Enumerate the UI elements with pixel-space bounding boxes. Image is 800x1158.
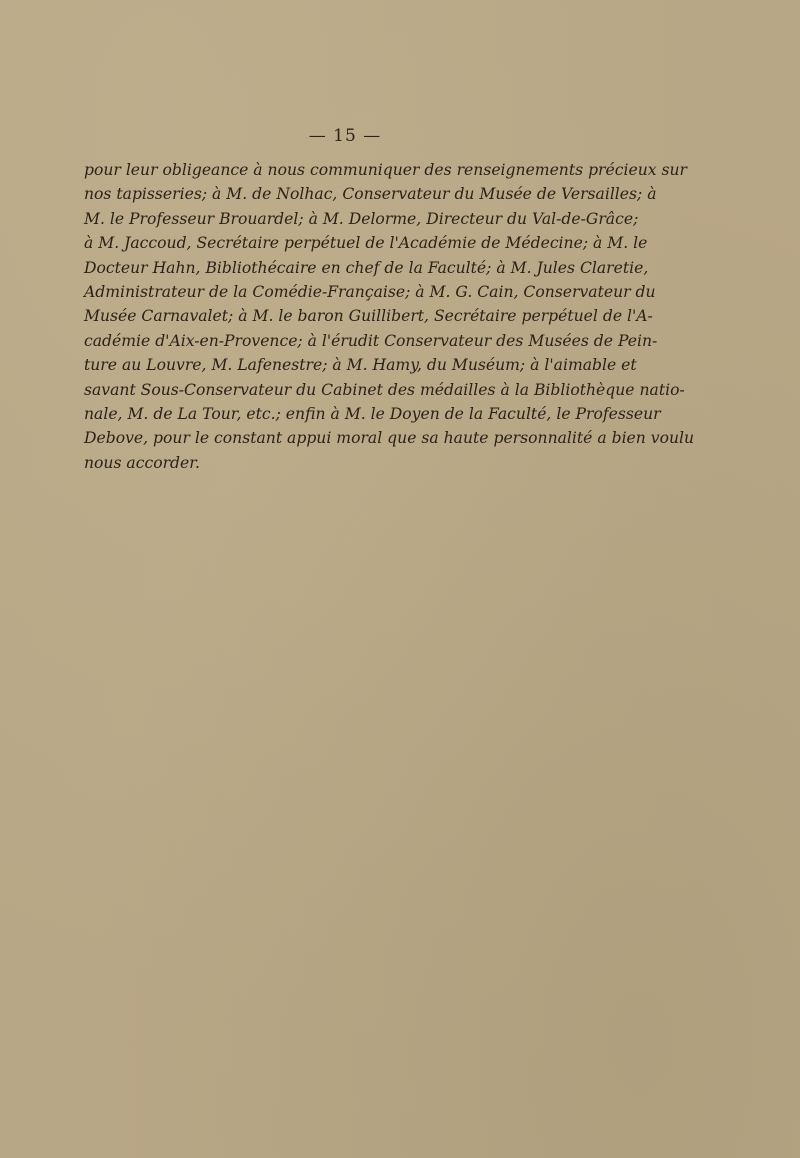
text-line: savant Sous-Conservateur du Cabinet des médailles à la Bibliothèque natio- xyxy=(84,380,685,399)
text-line: Musée Carnavalet; à M. le baron Guillibert, Secrétaire perpétuel de l'A- xyxy=(84,307,653,326)
text-line: Debove, pour le constant appui moral que sa haute personnalité a bien voulu xyxy=(84,429,695,448)
text-line: Administrateur de la Comédie-Française; à M. G. Cain, Conservateur du xyxy=(84,282,656,301)
text-line: nous accorder. xyxy=(84,453,200,472)
text-line: M. le Professeur Brouardel; à M. Delorme, Directeur du Val-de-Grâce; xyxy=(84,209,639,228)
text-line: nos tapisseries; à M. de Nolhac, Conservateur du Musée de Versailles; à xyxy=(84,185,657,204)
body-paragraph xyxy=(84,158,695,475)
text-line: pour leur obligeance à nous communiquer des renseignements précieux sur xyxy=(84,161,687,179)
text-line: Docteur Hahn, Bibliothécaire en chef de la Faculté; à M. Jules Claretie, xyxy=(84,258,649,277)
text-line: nale, M. de La Tour, etc.; enfin à M. le Doyen de la Faculté, le Professeur xyxy=(84,404,661,423)
page-number: — 15 — xyxy=(308,126,382,146)
text-line: cadémie d'Aix-en-Provence; à l'érudit Conservateur des Musées de Pein- xyxy=(84,331,658,350)
text-line: ture au Louvre, M. Lafenestre; à M. Hamy, du Muséum; à l'aimable et xyxy=(84,356,637,375)
text-line: à M. Jaccoud, Secrétaire perpétuel de l'Académie de Médecine; à M. le xyxy=(84,234,648,253)
